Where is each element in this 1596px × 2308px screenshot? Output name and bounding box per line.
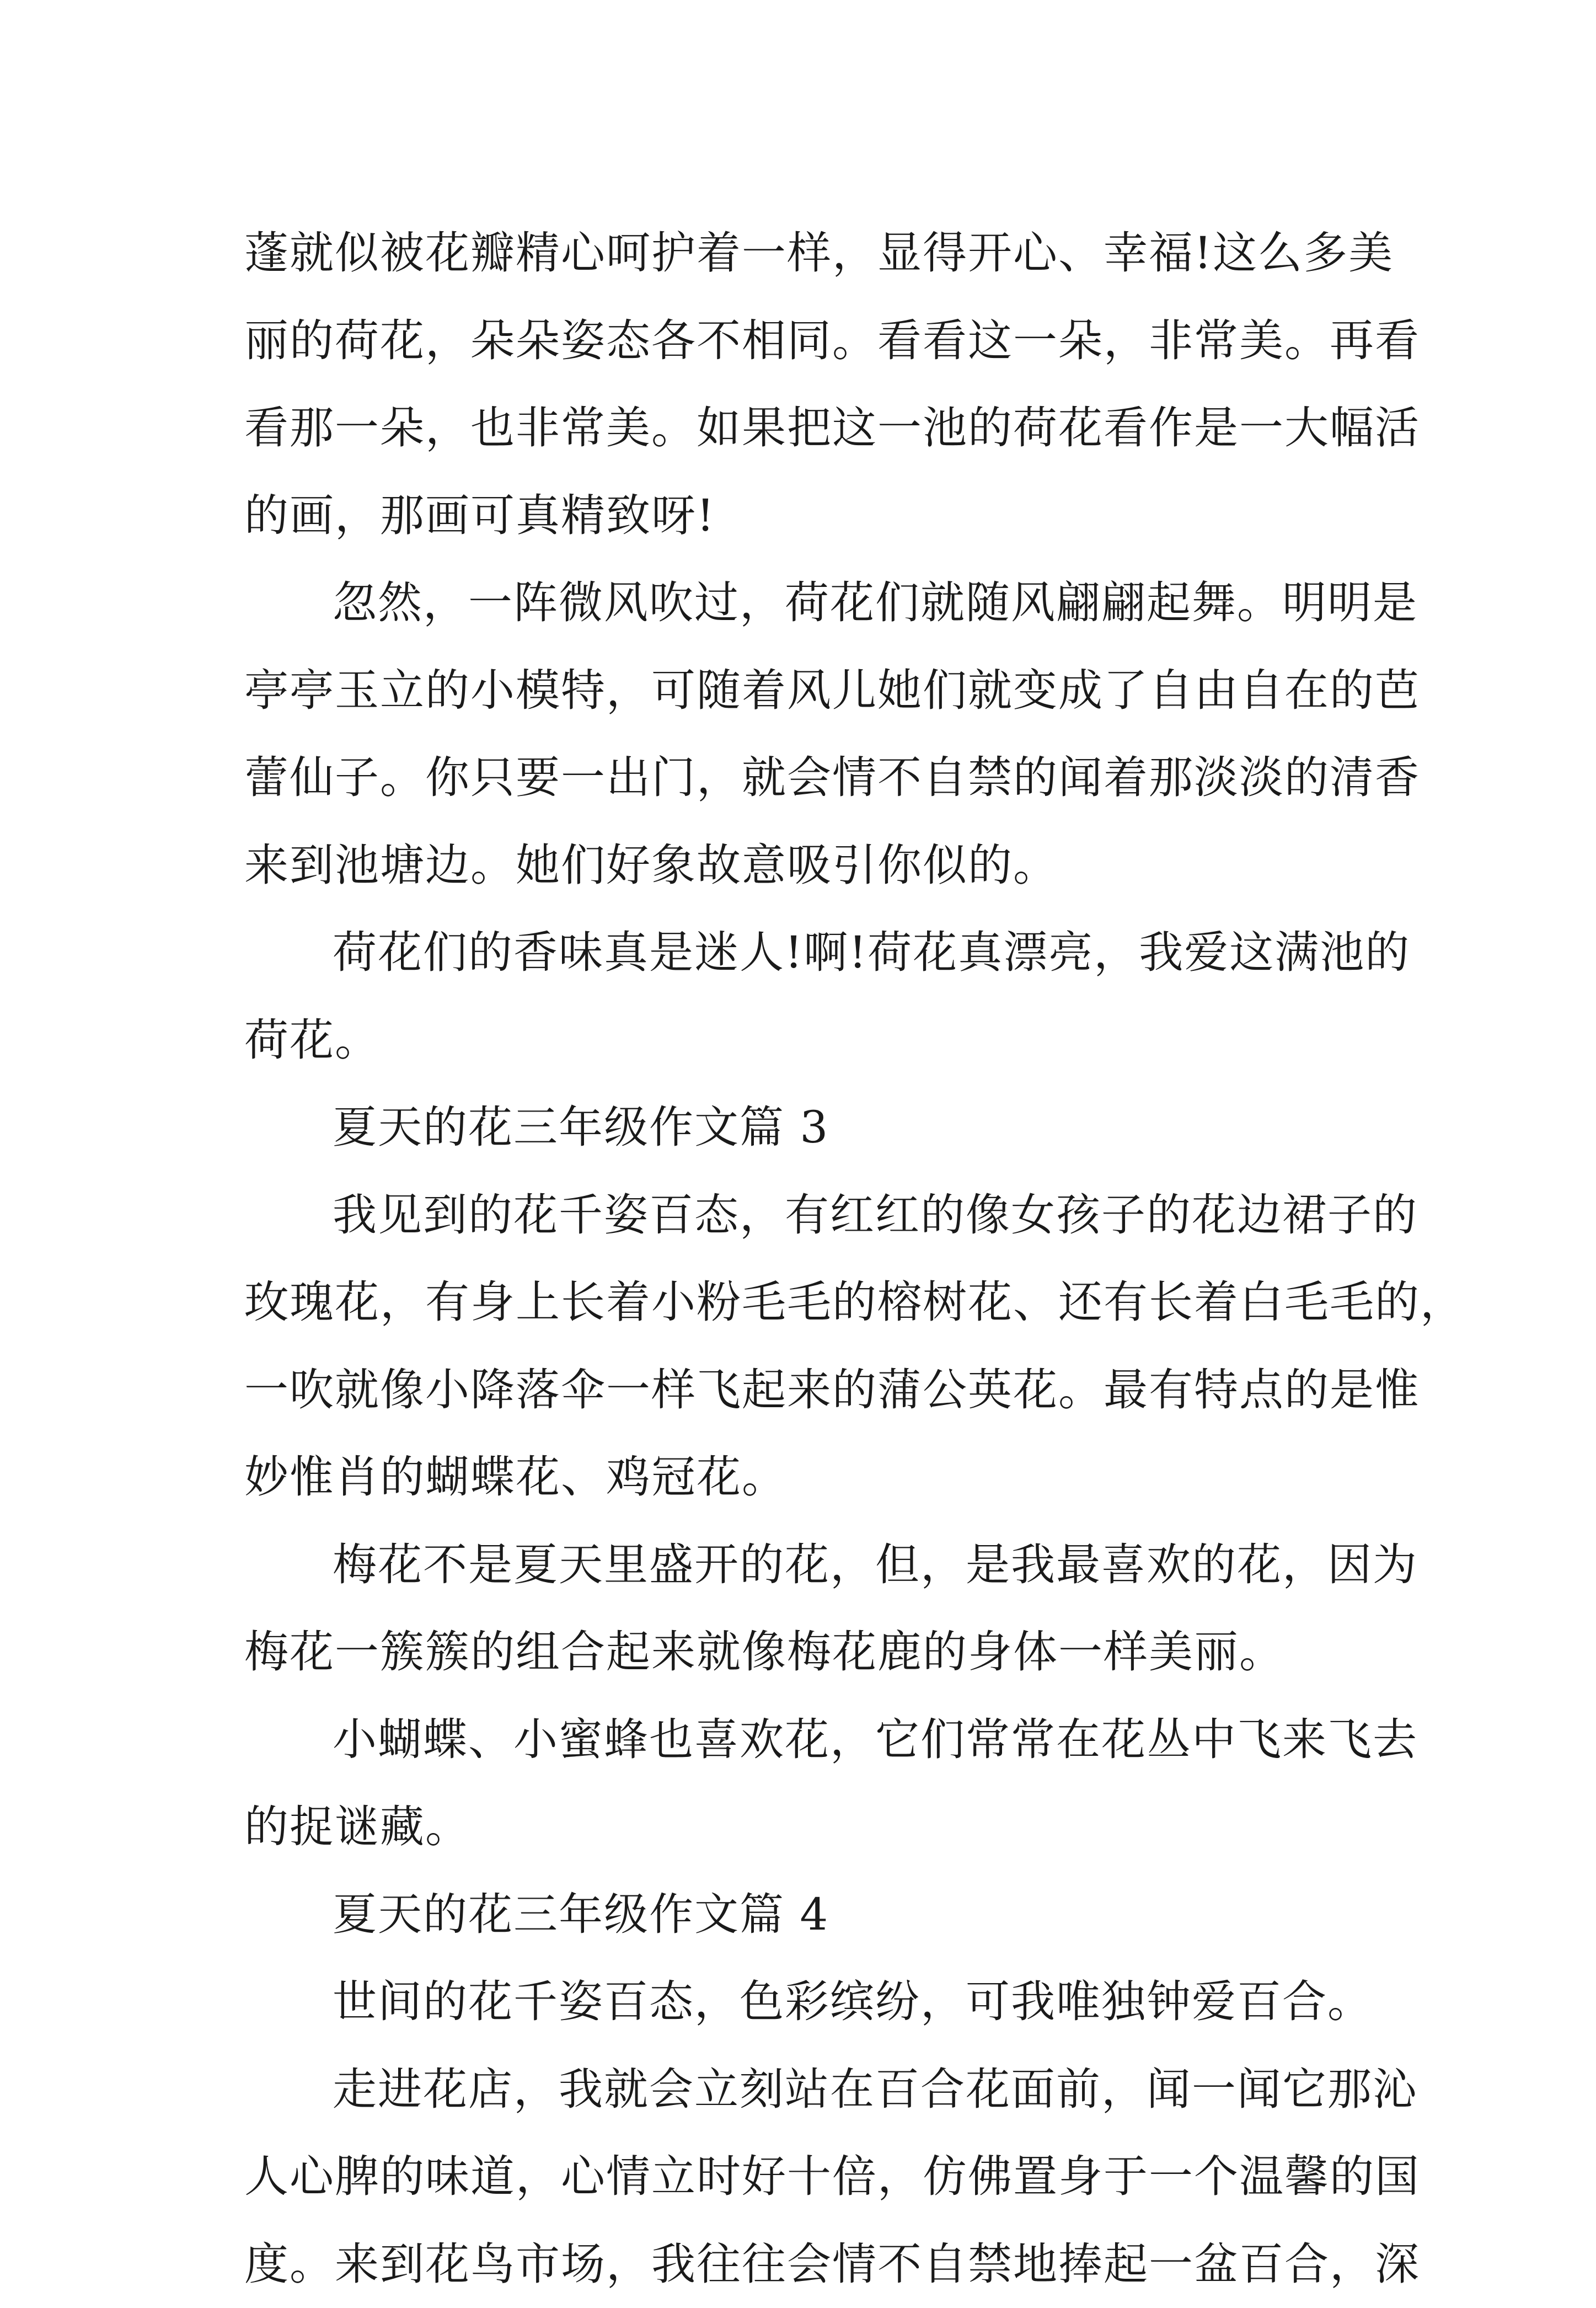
text-line: 丽的荷花，朵朵姿态各不相同。看看这一朵，非常美。再看	[244, 297, 1364, 385]
paragraph-start-line: 走进花店，我就会立刻站在百合花面前，闻一闻它那沁	[244, 2046, 1364, 2134]
text-line: 人心脾的味道，心情立时好十倍，仿佛置身于一个温馨的国	[244, 2133, 1364, 2221]
paragraph-start-line: 世间的花千姿百态，色彩缤纷，可我唯独钟爱百合。	[244, 1958, 1364, 2046]
text-line: 看那一朵，也非常美。如果把这一池的荷花看作是一大幅活	[244, 384, 1364, 472]
text-line: 度。来到花鸟市场，我往往会情不自禁地捧起一盆百合，深	[244, 2221, 1364, 2308]
text-line: 来到池塘边。她们好象故意吸引你似的。	[244, 822, 1364, 910]
section-heading: 夏天的花三年级作文篇 3	[244, 1084, 1364, 1172]
document-body	[244, 210, 1364, 2308]
text-line: 蓬就似被花瓣精心呵护着一样，显得开心、幸福!这么多美	[244, 210, 1364, 297]
text-line: 一吹就像小降落伞一样飞起来的蒲公英花。最有特点的是惟	[244, 1347, 1364, 1434]
text-line: 的捉谜藏。	[244, 1783, 1364, 1871]
text-line: 玫瑰花，有身上长着小粉毛毛的榕树花、还有长着白毛毛的，	[244, 1259, 1364, 1347]
paragraph-start-line: 我见到的花千姿百态，有红红的像女孩子的花边裙子的	[244, 1172, 1364, 1259]
paragraph-start-line: 荷花们的香味真是迷人!啊!荷花真漂亮，我爱这满池的	[244, 909, 1364, 997]
text-line: 蕾仙子。你只要一出门，就会情不自禁的闻着那淡淡的清香	[244, 734, 1364, 822]
text-line: 荷花。	[244, 997, 1364, 1084]
section-heading: 夏天的花三年级作文篇 4	[244, 1871, 1364, 1959]
text-line: 亭亭玉立的小模特，可随着风儿她们就变成了自由自在的芭	[244, 647, 1364, 735]
paragraph-start-line: 小蝴蝶、小蜜蜂也喜欢花，它们常常在花丛中飞来飞去	[244, 1696, 1364, 1784]
paragraph-start-line: 梅花不是夏天里盛开的花，但，是我最喜欢的花，因为	[244, 1521, 1364, 1609]
text-line: 妙惟肖的蝴蝶花、鸡冠花。	[244, 1434, 1364, 1521]
text-line: 的画，那画可真精致呀!	[244, 472, 1364, 560]
paragraph-start-line: 忽然，一阵微风吹过，荷花们就随风翩翩起舞。明明是	[244, 559, 1364, 647]
text-line: 梅花一簇簇的组合起来就像梅花鹿的身体一样美丽。	[244, 1609, 1364, 1696]
